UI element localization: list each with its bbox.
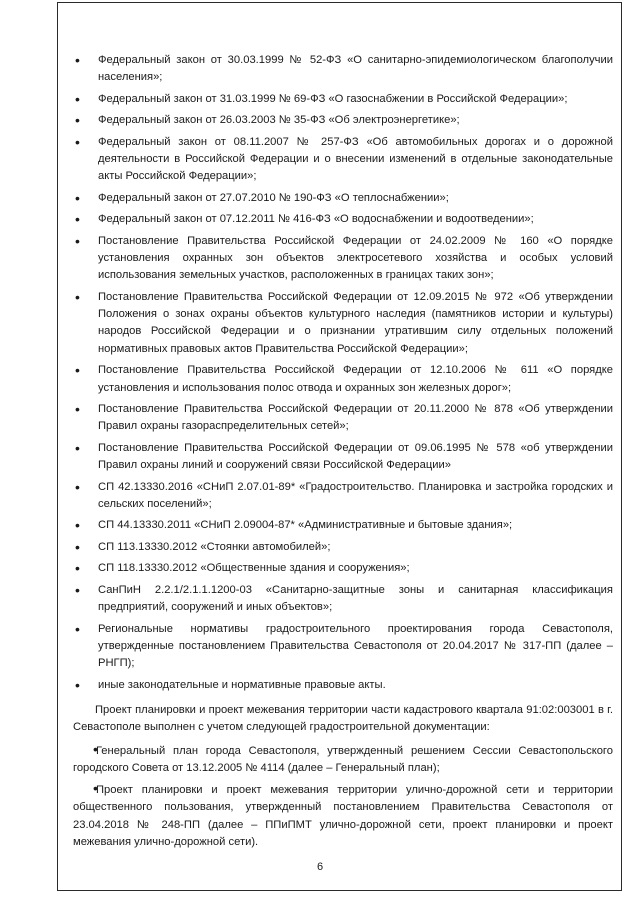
- list-item: • Постановление Правительства Российской Федерации от 20.11.2000 № 878 «Об утверждении Правил охраны газораспределительных сетей»;: [73, 401, 613, 436]
- page-content: [73, 52, 613, 854]
- list-item: • Федеральный закон от 08.11.2007 № 257-ФЗ «Об автомобильных дорогах и о дорожной деятельности в Российской Федерации и о внесении изменений в отдельные законодательные акты Российской Федерации»;: [73, 134, 613, 186]
- list-item: • Постановление Правительства Российской Федерации от 12.10.2006 № 611 «О порядке установления и использования полос отвода и охранных зон железных дорог»;: [73, 362, 613, 397]
- doc-text: Генеральный план города Севастополя, утвержденный решением Сессии Севастопольского городского Совета от 13.12.2005 № 4114 (далее – Генеральный план);: [73, 744, 613, 774]
- list-item: • Постановление Правительства Российской Федерации от 12.09.2015 № 972 «Об утверждении Положения о зонах охраны объектов культурного наследия (памятников истории и культуры) народов Российской Федерации и о признании утратившим силу отдельных положений нормативных правовых актов Правительства Российской Федерации»;: [73, 289, 613, 358]
- list-item: • СП 113.13330.2012 «Стоянки автомобилей»;: [73, 539, 613, 556]
- list-item: • Федеральный закон от 30.03.1999 № 52-ФЗ «О санитарно-эпидемиологическом благополучии населения»;: [73, 52, 613, 87]
- list-item: • иные законодательные и нормативные правовые акты.: [73, 677, 613, 694]
- list-item: • СП 118.13330.2012 «Общественные здания и сооружения»;: [73, 560, 613, 577]
- list-item: • СанПиН 2.2.1/2.1.1.1200-03 «Санитарно-защитные зоны и санитарная классификация предприятий, сооружений и иных объектов»;: [73, 582, 613, 617]
- list-item: • Региональные нормативы градостроительного проектирования города Севастополя, утвержденные постановлением Правительства Севастополя от 20.04.2017 № 317-ПП (далее – РНГП);: [73, 621, 613, 673]
- legal-acts-list: [73, 52, 613, 694]
- intro-paragraph: Проект планировки и проект межевания территории части кадастрового квартала 91:02:003001 в г. Севастополе выполнен с учетом следующей градостроительной документации:: [73, 703, 613, 734]
- bullet-icon: •: [93, 740, 98, 757]
- doc-text: Проект планировки и проект межевания территории улично-дорожной сети и территории общественного пользования, утвержденный постановлением Правительства Севастополя от 23.04.2018 № 248-ПП (далее – ППиПМТ улично-дорожной сети, проект планировки и проект межевания улично-дорожной сети).: [73, 784, 613, 849]
- list-item: • Федеральный закон от 31.03.1999 № 69-ФЗ «О газоснабжении в Российской Федерации»;: [73, 91, 613, 108]
- list-item: • Федеральный закон от 26.03.2003 № 35-ФЗ «Об электроэнергетике»;: [73, 112, 613, 129]
- list-item: [73, 780, 613, 851]
- page-number: 6: [316, 861, 324, 873]
- list-item: [73, 741, 613, 778]
- list-item: • СП 44.13330.2011 «СНиП 2.09004-87* «Административные и бытовые здания»;: [73, 517, 613, 534]
- list-item: • Федеральный закон от 07.12.2011 № 416-ФЗ «О водоснабжении и водоотведении»;: [73, 211, 613, 228]
- planning-documents-list: [73, 741, 613, 852]
- list-item: • Федеральный закон от 27.07.2010 № 190-ФЗ «О теплоснабжении»;: [73, 190, 613, 207]
- list-item: • Постановление Правительства Российской Федерации от 24.02.2009 № 160 «О порядке установления охранных зон объектов электросетевого хозяйства и особых условий использования земельных участков, расположенных в границах таких зон»;: [73, 233, 613, 285]
- bullet-icon: •: [93, 780, 98, 797]
- list-item: • СП 42.13330.2016 «СНиП 2.07.01-89* «Градостроительство. Планировка и застройка городских и сельских поселений»;: [73, 479, 613, 514]
- list-item: • Постановление Правительства Российской Федерации от 09.06.1995 № 578 «об утверждении Правил охраны линий и сооружений связи Российской Федерации»: [73, 440, 613, 475]
